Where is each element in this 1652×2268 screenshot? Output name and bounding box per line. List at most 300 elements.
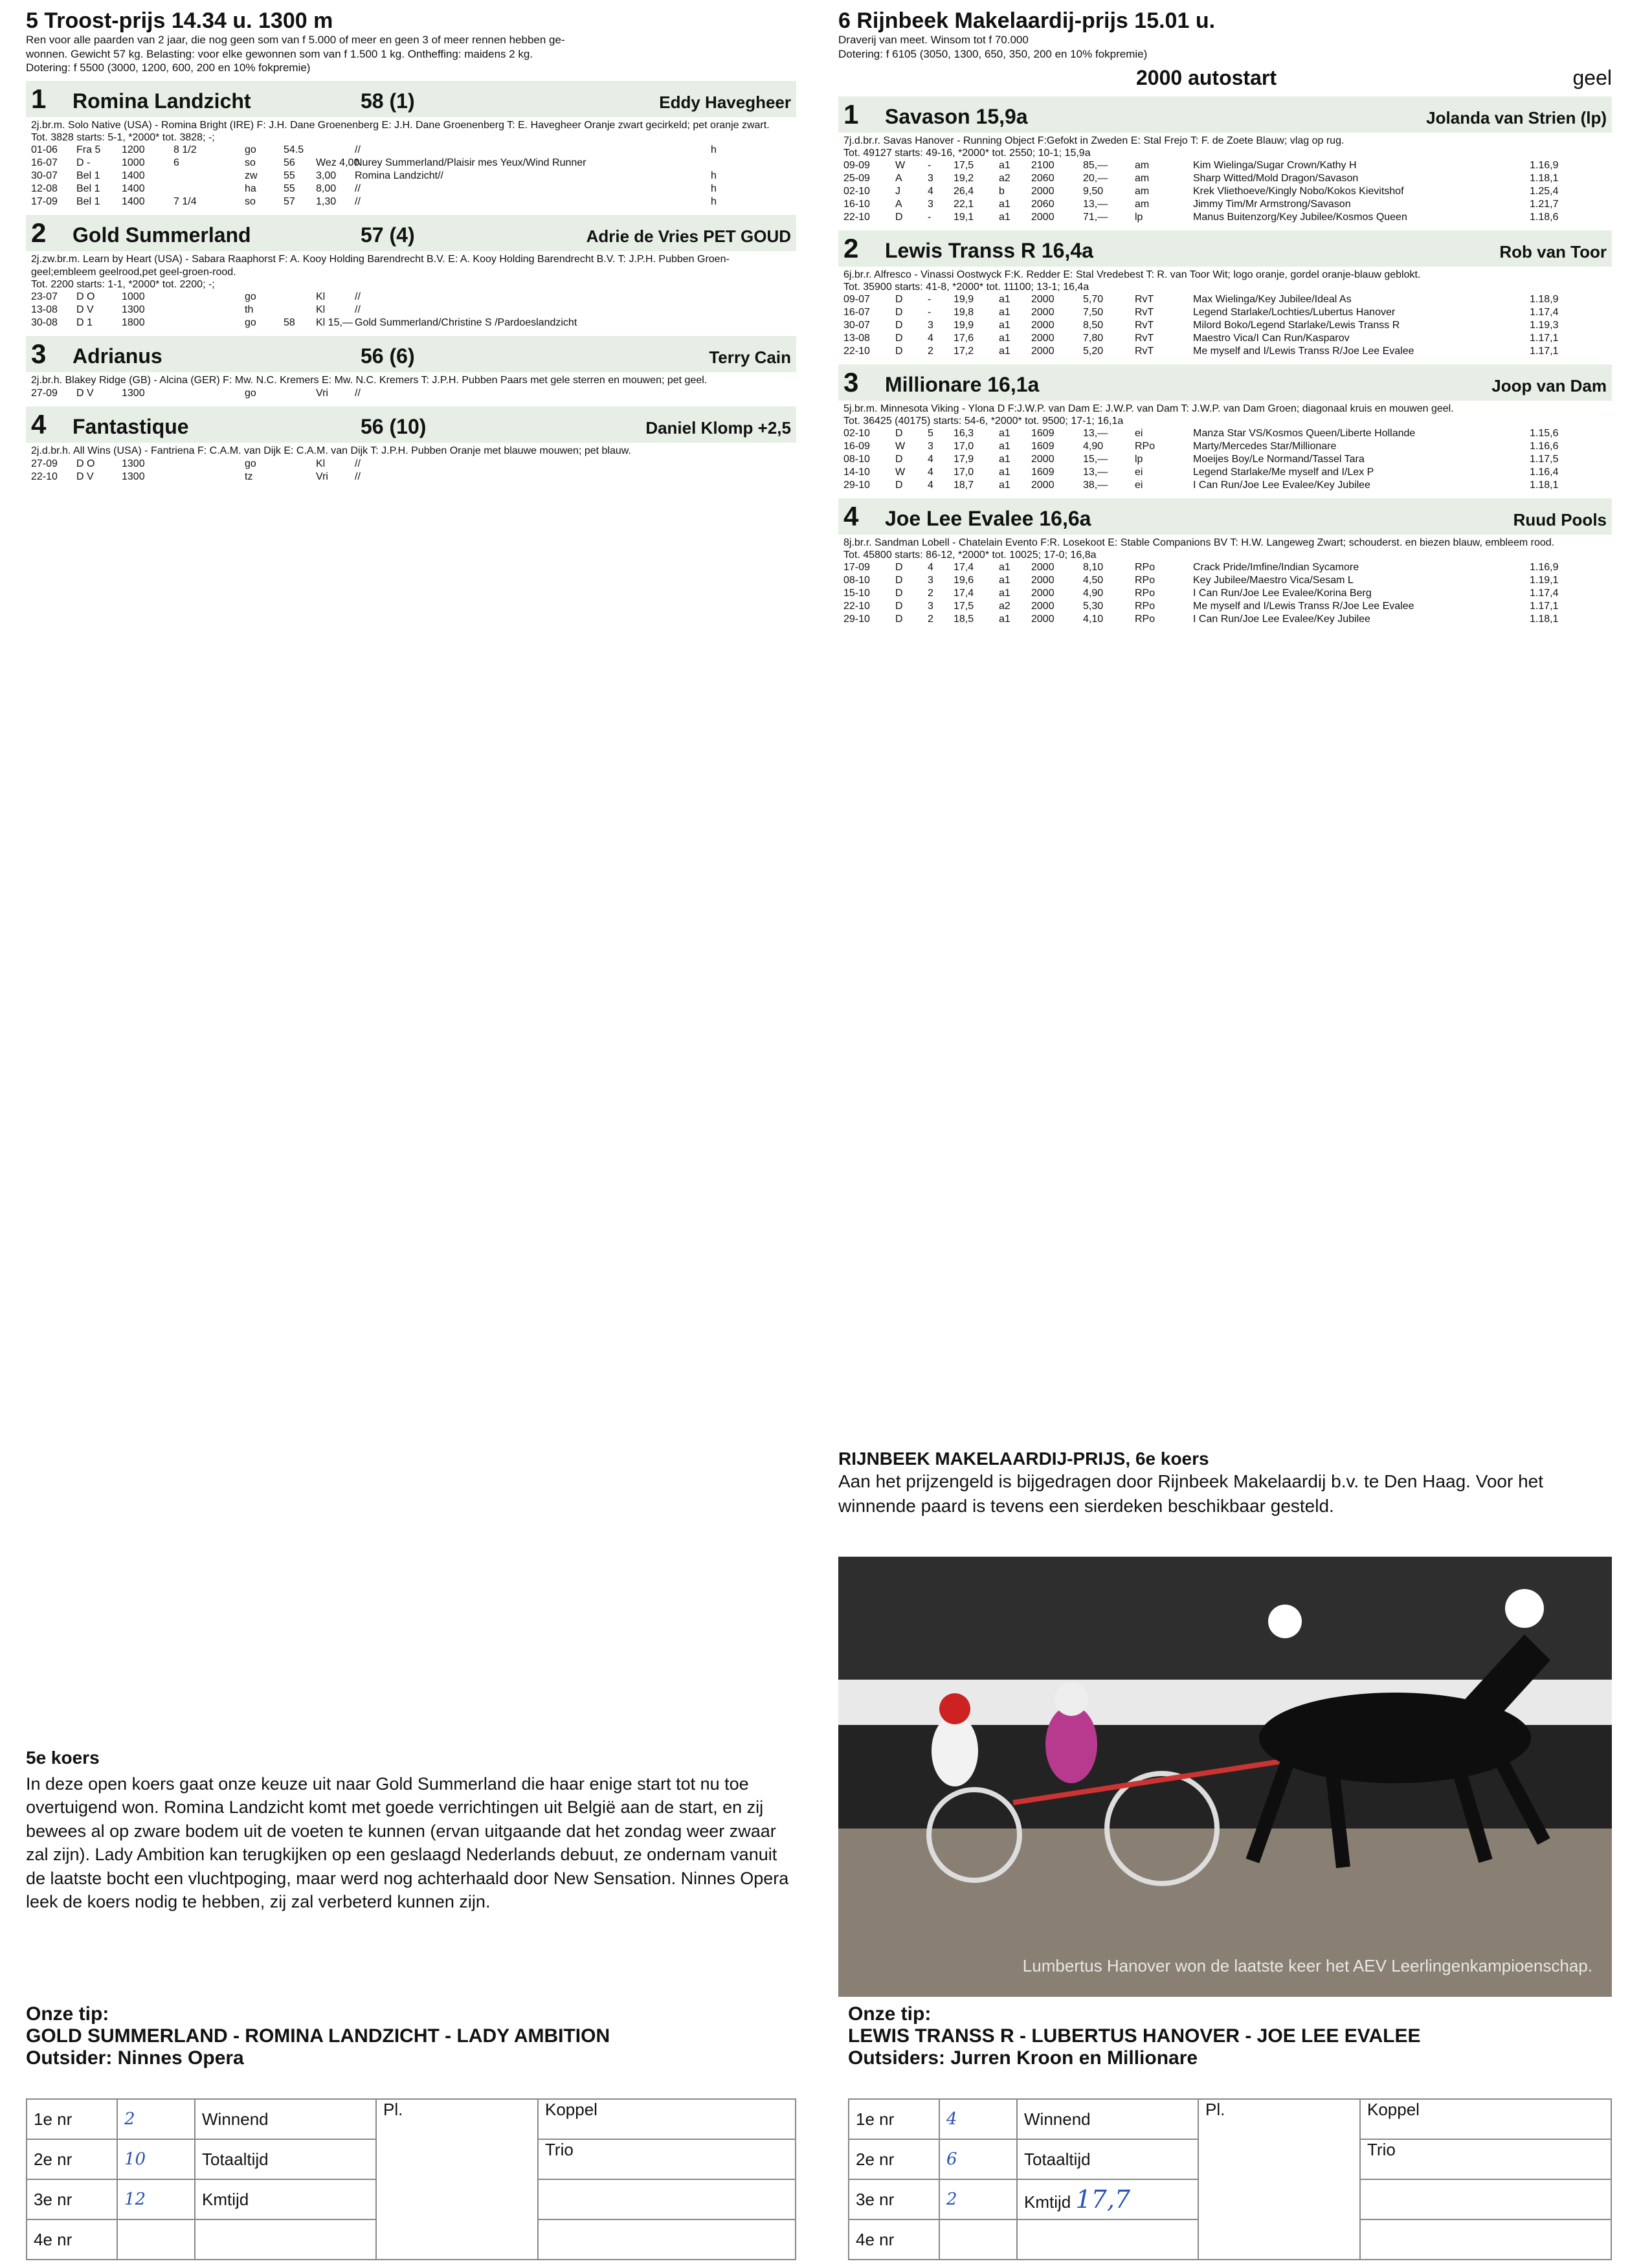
form-cell: Kl xyxy=(316,304,326,316)
form-cell: RvT xyxy=(1135,345,1154,357)
horse-entry xyxy=(26,336,796,400)
form-cell: 1300 xyxy=(122,471,145,483)
form-cell: D - xyxy=(76,157,91,169)
form-cell xyxy=(173,183,245,195)
form-cell: 3,00 xyxy=(316,170,337,182)
horse-pedigree: 2j.br.h. Blakey Ridge (GB) - Alcina (GER) F: Mw. N.C. Kremers E: Mw. N.C. Kremers T: J.P.H. Pubben Paars met gele sterren en mouwen; pet geel. xyxy=(31,375,708,386)
form-empty-cell[interactable] xyxy=(1360,2179,1611,2219)
form-cell: 16-07 xyxy=(31,157,58,169)
form-cell: Legend Starlake/Me myself and I/Lex P xyxy=(1193,466,1374,478)
form-cell: // xyxy=(355,388,361,399)
form-cell: D xyxy=(895,306,903,318)
form-cell: a1 xyxy=(999,427,1010,439)
horse-name: Joe Lee Evalee 16,6a xyxy=(885,506,1091,530)
form-cell: Fra 5 xyxy=(76,144,101,156)
horse-pedigree: 2j.zw.br.m. Learn by Heart (USA) - Sabara Raaphorst F: A. Kooy Holding Barendrecht B.V. E: A. Kooy Holding Barendrecht B.V. T: J.P.H. Pubben Groen-geel;embleem geelrood,pet geel-groen-rood. xyxy=(31,254,730,278)
form-cell: ha xyxy=(245,183,256,195)
form-line xyxy=(838,211,1612,224)
form-cell: 5,70 xyxy=(1083,293,1104,305)
form-cell xyxy=(284,304,316,317)
form-cell: D xyxy=(895,345,903,357)
form-cell: 4 xyxy=(928,466,933,478)
form-cell: 17,6 xyxy=(954,332,974,344)
form-cell: 1300 xyxy=(122,388,145,399)
form-cell: Kl 15,— xyxy=(316,317,353,329)
form-cell: 71,— xyxy=(1083,211,1108,223)
form-cell: a1 xyxy=(999,587,1010,599)
form-cell: a1 xyxy=(999,440,1010,452)
horse-header xyxy=(838,364,1612,401)
form-line xyxy=(26,291,796,304)
form-cell: 1400 xyxy=(122,170,145,182)
form-cell: a2 xyxy=(999,172,1010,184)
tip-line: GOLD SUMMERLAND - ROMINA LANDZICHT - LADY AMBITION xyxy=(26,2025,610,2047)
race-conditions-2: wonnen. Gewicht 57 kg. Belasting: voor elke gewonnen som van f 1.500 1 kg. Ontheffing: maidens 2 kg. xyxy=(26,47,533,60)
form-line xyxy=(838,561,1612,574)
form-cell xyxy=(711,471,791,484)
form-cell: 1000 xyxy=(122,291,145,303)
form-hand-entry[interactable]: 2 xyxy=(117,2099,195,2139)
horse-name: Lewis Transs R 16,4a xyxy=(885,238,1093,262)
form-cell: D xyxy=(895,319,903,331)
prize-title: RIJNBEEK MAKELAARDIJ-PRIJS, 6e koers xyxy=(838,1449,1209,1469)
form-cell: 16,3 xyxy=(954,427,974,439)
form-cell: 1,30 xyxy=(316,196,337,208)
form-cell: 1609 xyxy=(1031,466,1055,478)
form-cell: a1 xyxy=(999,574,1010,586)
form-cell: 5,30 xyxy=(1083,600,1104,612)
horse-starts: Tot. 2200 starts: 1-1, *2000* tot. 2200; -; xyxy=(31,279,215,291)
form-cell: RvT xyxy=(1135,319,1154,331)
form-cell: 2 xyxy=(928,345,933,357)
form-field-label: Totaaltijd xyxy=(1017,2139,1198,2179)
form-line xyxy=(838,440,1612,453)
form-cell: 5 xyxy=(928,427,933,439)
form-cell: a1 xyxy=(999,561,1010,573)
form-cell: 17,5 xyxy=(954,159,974,171)
form-cell: 19,9 xyxy=(954,319,974,331)
form-cell: D O xyxy=(76,458,95,470)
horse-starts: Tot. 35900 starts: 41-8, *2000* tot. 11100; 13-1; 16,4a xyxy=(843,281,1089,293)
form-cell: 7 1/4 xyxy=(173,196,197,208)
horse-weight: 56 (6) xyxy=(361,344,415,368)
form-cell: 2000 xyxy=(1031,319,1055,331)
form-cell: 2000 xyxy=(1031,211,1055,223)
form-hand-entry[interactable] xyxy=(117,2219,195,2260)
form-cell: 2000 xyxy=(1031,185,1055,197)
bet-form-right xyxy=(848,2098,1612,2260)
form-hand-entry[interactable]: 10 xyxy=(117,2139,195,2179)
horse-name: Fantastique xyxy=(73,415,189,439)
horse-number: 2 xyxy=(843,232,859,263)
form-cell: 1609 xyxy=(1031,427,1055,439)
form-cell: Manus Buitenzorg/Key Jubilee/Kosmos Queen xyxy=(1193,211,1407,223)
race-title: 5 Troost-prijs 14.34 u. 1300 m xyxy=(26,8,333,33)
form-line xyxy=(26,157,796,170)
form-cell: D xyxy=(895,211,903,223)
form-cell: 1.17,4 xyxy=(1530,587,1559,599)
form-cell: 4,90 xyxy=(1083,587,1104,599)
horse-header xyxy=(26,215,796,251)
form-cell: A xyxy=(895,198,902,210)
horse-entry xyxy=(26,406,796,484)
form-cell: 1.16,9 xyxy=(1530,159,1559,171)
form-cell: Nurey Summerland/Plaisir mes Yeux/Wind Runner xyxy=(355,157,586,169)
form-cell: 4,10 xyxy=(1083,613,1104,625)
form-cell: D O xyxy=(76,291,95,303)
form-cell: - xyxy=(928,293,932,305)
horse-pedigree: 8j.br.r. Sandman Lobell - Chatelain Evento F:R. Losekoot E: Stable Companions BV T: H.W. Langeweg Zwart; schouderst. en biezen blauw, embleem rood. xyxy=(843,537,1555,548)
horse-pedigree: 2j.br.m. Solo Native (USA) - Romina Bright (IRE) F: J.H. Dane Groenenberg E: J.H. Dane Groenenberg T: E. Havegheer Oranje zwart gecirkeld; pet oranje zwart. xyxy=(31,120,770,131)
form-cell: zw xyxy=(245,170,258,182)
form-cell: 1000 xyxy=(122,157,145,169)
form-cell: Bel 1 xyxy=(76,170,100,182)
form-cell: 55 xyxy=(284,183,295,195)
form-cell: // xyxy=(355,471,361,483)
tip-outsider: Outsiders: Jurren Kroon en Millionare xyxy=(848,2047,1198,2069)
form-cell: 30-08 xyxy=(31,317,58,329)
form-cell: am xyxy=(1135,185,1150,197)
form-cell: 09-09 xyxy=(843,159,870,171)
form-cell: 30-07 xyxy=(31,170,58,182)
form-cell: a1 xyxy=(999,466,1010,478)
form-cell xyxy=(711,387,791,400)
race-conditions-3: Dotering: f 5500 (3000, 1200, 600, 200 en 10% fokpremie) xyxy=(26,61,311,74)
form-cell: Key Jubilee/Maestro Vica/Sesam L xyxy=(1193,574,1354,586)
horse-number: 3 xyxy=(843,366,859,397)
form-cell: go xyxy=(245,388,256,399)
horse-entry xyxy=(838,498,1612,626)
horse-name: Gold Summerland xyxy=(73,223,251,247)
horse-starts: Tot. 49127 starts: 49-16, *2000* tot. 2550; 10-1; 15,9a xyxy=(843,147,1091,159)
form-cell: h xyxy=(711,144,717,156)
form-cell: D xyxy=(895,574,903,586)
form-cell: 4 xyxy=(928,332,933,344)
form-cell: W xyxy=(895,440,906,452)
form-cell: Manza Star VS/Kosmos Queen/Liberte Hollande xyxy=(1193,427,1416,439)
form-cell: th xyxy=(245,304,254,316)
form-field-label: Totaaltijd xyxy=(195,2139,376,2179)
form-cell: Bel 1 xyxy=(76,196,100,208)
photo-caption: Lumbertus Hanover won de laatste keer het AEV Leerlingenkampioenschap. xyxy=(1022,1956,1592,1976)
kmtijd-label: Kmtijd xyxy=(1024,2192,1071,2212)
form-cell: J xyxy=(895,185,900,197)
commentary xyxy=(26,1748,796,1914)
form-cell: Vri xyxy=(316,471,328,483)
form-cell: Sharp Witted/Mold Dragon/Savason xyxy=(1193,172,1359,184)
form-cell: RPo xyxy=(1135,440,1155,452)
race-photo-image xyxy=(838,1557,1612,1997)
form-cell: so xyxy=(245,196,256,208)
form-cell: 13,— xyxy=(1083,198,1108,210)
form-cell: 16-09 xyxy=(843,440,870,452)
form-cell: 1300 xyxy=(122,458,145,470)
form-hand-entry[interactable]: 2 xyxy=(939,2179,1017,2219)
form-cell: Me myself and I/Lewis Transs R/Joe Lee Evalee xyxy=(1193,600,1414,612)
form-cell: D xyxy=(895,332,903,344)
form-line xyxy=(838,332,1612,345)
form-cell: 22-10 xyxy=(31,471,58,483)
horse-weight: 58 (1) xyxy=(361,89,415,113)
form-cell: 13,— xyxy=(1083,466,1108,478)
form-hand-entry[interactable] xyxy=(939,2219,1017,2260)
form-cell: 30-07 xyxy=(843,319,870,331)
form-cell: 4 xyxy=(928,185,933,197)
form-cell: 1.19,3 xyxy=(1530,319,1559,331)
form-cell: D xyxy=(895,561,903,573)
form-cell: so xyxy=(245,157,256,169)
form-cell: 1400 xyxy=(122,196,145,208)
form-cell: a1 xyxy=(999,345,1010,357)
form-cell: 57 xyxy=(284,196,295,208)
horse-starts: Tot. 3828 starts: 5-1, *2000* tot. 3828; -; xyxy=(31,132,215,144)
form-empty-cell[interactable] xyxy=(538,2219,796,2260)
form-cell: // xyxy=(355,196,361,208)
form-cell: - xyxy=(928,211,932,223)
form-cell: 4 xyxy=(928,561,933,573)
form-cell: 23-07 xyxy=(31,291,58,303)
commentary-title: 5e koers xyxy=(26,1748,100,1768)
race-5-column xyxy=(26,9,796,484)
form-row-label: 4e nr xyxy=(27,2219,117,2260)
form-cell: 17-09 xyxy=(843,561,870,573)
form-cell: a1 xyxy=(999,293,1010,305)
form-cell: 2000 xyxy=(1031,613,1055,625)
form-cell: 1.18,1 xyxy=(1530,479,1559,491)
form-empty-cell[interactable] xyxy=(538,2179,796,2219)
form-line xyxy=(838,293,1612,306)
form-empty-cell[interactable] xyxy=(195,2219,376,2260)
race-photo xyxy=(838,1557,1612,1997)
prize-note xyxy=(838,1449,1612,1518)
form-cell: 15-10 xyxy=(843,587,870,599)
form-cell: 22-10 xyxy=(843,211,870,223)
form-cell: 16-10 xyxy=(843,198,870,210)
form-hand-entry[interactable]: 6 xyxy=(939,2139,1017,2179)
horse-number: 4 xyxy=(31,409,47,440)
form-cell: a1 xyxy=(999,319,1010,331)
form-line xyxy=(26,195,796,208)
prize-text: Aan het prijzengeld is bijgedragen door Rijnbeek Makelaardij b.v. te Den Haag. Voor het winnende paard is tevens een sierdeken beschikbaar gesteld. xyxy=(838,1471,1544,1516)
horse-pedigree: 2j.d.br.h. All Wins (USA) - Fantriena F: C.A.M. van Dijk E: C.A.M. van Dijk T: J.P.H. Pubben Oranje met blauwe mouwen; pet blauw. xyxy=(31,445,631,457)
form-cell: 2000 xyxy=(1031,479,1055,491)
horse-number: 4 xyxy=(843,500,859,531)
form-cell xyxy=(173,170,245,183)
form-cell: 56 xyxy=(284,157,295,169)
form-cell: 2000 xyxy=(1031,574,1055,586)
form-cell: 1.21,7 xyxy=(1530,198,1559,210)
form-hand-entry[interactable]: 12 xyxy=(117,2179,195,2219)
form-cell: 1.18,9 xyxy=(1530,293,1559,305)
form-line xyxy=(838,159,1612,172)
horse-number: 1 xyxy=(31,83,47,115)
form-cell: a1 xyxy=(999,479,1010,491)
form-cell: 22,1 xyxy=(954,198,974,210)
form-cell: D xyxy=(895,293,903,305)
form-hand-entry[interactable]: 4 xyxy=(939,2099,1017,2139)
form-cell: 3 xyxy=(928,172,933,184)
form-cell: lp xyxy=(1135,211,1143,223)
form-line xyxy=(26,317,796,329)
form-cell: 2000 xyxy=(1031,587,1055,599)
form-cell: A xyxy=(895,172,902,184)
form-cell: 1.17,4 xyxy=(1530,306,1559,318)
form-cell: go xyxy=(245,291,256,303)
form-cell: 20,— xyxy=(1083,172,1108,184)
form-cell xyxy=(711,157,791,170)
form-cell: 9,50 xyxy=(1083,185,1104,197)
form-cell: 2000 xyxy=(1031,293,1055,305)
tip-right xyxy=(848,2003,1612,2069)
form-cell: 4 xyxy=(928,453,933,465)
form-cell: D xyxy=(895,479,903,491)
form-cell: am xyxy=(1135,198,1150,210)
form-cell: Wez 4,00 xyxy=(316,157,360,169)
form-cell: - xyxy=(928,159,932,171)
race-6-column xyxy=(838,9,1612,626)
kmtijd-hand[interactable]: 17,7 xyxy=(1075,2185,1131,2214)
form-line xyxy=(26,170,796,183)
form-row-label: 3e nr xyxy=(27,2179,117,2219)
form-cell: am xyxy=(1135,159,1150,171)
form-cell: D V xyxy=(76,471,94,483)
form-cell xyxy=(711,291,791,304)
form-cell: 2 xyxy=(928,613,933,625)
form-cell xyxy=(284,458,316,471)
form-cell: Bel 1 xyxy=(76,183,100,195)
tip-label: Onze tip: xyxy=(26,2003,109,2025)
form-cell: RPo xyxy=(1135,613,1155,625)
bet-form-left xyxy=(26,2098,796,2260)
horse-number: 2 xyxy=(31,217,47,249)
form-cell xyxy=(711,304,791,317)
form-cell: 12-08 xyxy=(31,183,58,195)
form-cell: 2060 xyxy=(1031,198,1055,210)
form-cell: RvT xyxy=(1135,332,1154,344)
form-line xyxy=(838,198,1612,211)
form-row-label: 2e nr xyxy=(27,2139,117,2179)
horse-pedigree: 6j.br.r. Alfresco - Vinassi Oostwyck F:K. Redder E: Stal Vredebest T: R. van Toor Wit; logo oranje, gordel oranje-blauw geblokt. xyxy=(843,269,1421,280)
form-cell: 1.19,1 xyxy=(1530,574,1559,586)
form-line xyxy=(26,471,796,484)
form-cell: 1.16,4 xyxy=(1530,466,1559,478)
form-cell: Jimmy Tim/Mr Armstrong/Savason xyxy=(1193,198,1351,210)
form-cell: 16-07 xyxy=(843,306,870,318)
form-cell: 1.18,6 xyxy=(1530,211,1559,223)
form-cell xyxy=(173,458,245,471)
form-cell: 27-09 xyxy=(31,388,58,399)
tip-outsider: Outsider: Ninnes Opera xyxy=(26,2047,244,2069)
form-cell: 18,5 xyxy=(954,613,974,625)
form-cell: 13-08 xyxy=(843,332,870,344)
horse-jockey: Terry Cain xyxy=(709,348,791,368)
form-cell: a2 xyxy=(999,600,1010,612)
form-cell: 19,1 xyxy=(954,211,974,223)
form-empty-cell[interactable] xyxy=(1017,2219,1198,2260)
form-cell: 1.17,1 xyxy=(1530,345,1559,357)
form-row-label: 1e nr xyxy=(27,2099,117,2139)
form-cell: 7,80 xyxy=(1083,332,1104,344)
form-cell: h xyxy=(711,183,717,195)
form-cell: a1 xyxy=(999,211,1010,223)
form-cell: a1 xyxy=(999,332,1010,344)
form-line xyxy=(838,185,1612,198)
form-cell: 7,50 xyxy=(1083,306,1104,318)
form-cell: 1200 xyxy=(122,144,145,156)
form-cell: 15,— xyxy=(1083,453,1108,465)
form-cell xyxy=(284,291,316,304)
form-field-label: Winnend xyxy=(1017,2099,1198,2139)
form-cell xyxy=(173,317,245,329)
form-koppel: Koppel xyxy=(538,2099,796,2139)
form-cell: RPo xyxy=(1135,561,1155,573)
form-cell: ei xyxy=(1135,466,1143,478)
form-cell: 1400 xyxy=(122,183,145,195)
form-cell: 2000 xyxy=(1031,345,1055,357)
form-cell: 3 xyxy=(928,440,933,452)
form-cell: 13-08 xyxy=(31,304,58,316)
horse-header xyxy=(838,96,1612,133)
form-cell: 6 xyxy=(173,157,179,169)
form-cell: a1 xyxy=(999,198,1010,210)
form-cell: 17,0 xyxy=(954,440,974,452)
form-cell: 17,4 xyxy=(954,561,974,573)
form-cell: 2000 xyxy=(1031,453,1055,465)
form-cell xyxy=(284,471,316,484)
form-cell: Kl xyxy=(316,291,326,303)
form-row-label: 2e nr xyxy=(849,2139,939,2179)
form-empty-cell[interactable] xyxy=(1360,2219,1611,2260)
form-cell: go xyxy=(245,144,256,156)
form-cell: 38,— xyxy=(1083,479,1108,491)
race-conditions-1: Ren voor alle paarden van 2 jaar, die nog geen som van f 5.000 of meer en geen 3 of meer rennen hebben ge- xyxy=(26,34,565,47)
form-cell xyxy=(711,317,791,329)
form-cell: D 1 xyxy=(76,317,93,329)
form-cell: 8,50 xyxy=(1083,319,1104,331)
horse-weight: 56 (10) xyxy=(361,415,427,439)
horse-name: Savason 15,9a xyxy=(885,104,1028,128)
form-cell: 1.16,6 xyxy=(1530,440,1559,452)
form-koppel: Koppel xyxy=(1360,2099,1611,2139)
form-cell: b xyxy=(999,185,1005,197)
form-row-label: 1e nr xyxy=(849,2099,939,2139)
form-cell: 19,9 xyxy=(954,293,974,305)
form-cell: RPo xyxy=(1135,587,1155,599)
form-line xyxy=(838,427,1612,440)
form-cell: am xyxy=(1135,172,1150,184)
horse-pedigree: 5j.br.m. Minnesota Viking - Ylona D F:J.W.P. van Dam E: J.W.P. van Dam T: J.W.P. van Dam Groen; diagonaal kruis en mouwen geel. xyxy=(843,403,1454,414)
form-cell: 2100 xyxy=(1031,159,1055,171)
form-cell: Krek Vliethoeve/Kingly Nobo/Kokos Kievitshof xyxy=(1193,185,1404,197)
form-cell: 01-06 xyxy=(31,144,58,156)
form-cell: h xyxy=(711,196,717,208)
form-cell: 1.15,6 xyxy=(1530,427,1559,439)
form-cell: 8 1/2 xyxy=(173,144,197,156)
form-cell: I Can Run/Joe Lee Evalee/Key Jubilee xyxy=(1193,613,1370,625)
form-cell: 58 xyxy=(284,317,295,329)
form-line xyxy=(26,183,796,195)
form-cell: 17,2 xyxy=(954,345,974,357)
form-line xyxy=(26,304,796,317)
tip-label: Onze tip: xyxy=(848,2003,932,2025)
commentary-text: In deze open koers gaat onze keuze uit naar Gold Summerland die haar enige start tot nu toe overtuigend won. Romina Landzicht komt met goede verrichtingen uit België aan de start, en zij bewees al op zware bodem uit de voeten te kunnen (ervan uitgaande dat het zondag weer zwaar zal zijn). Lady Ambition kan terugkijken op een geslaagd Nederlands debuut, ze ondernam vanuit de laatste bocht een vluchtpoging, maar werd nog achterhaald door New Sensation. Ninnes Opera leek de koers nodig te hebben, zij zal verbeterd kunnen zijn. xyxy=(26,1774,789,1912)
form-line xyxy=(838,587,1612,600)
form-cell: 2000 xyxy=(1031,306,1055,318)
form-cell: 17-09 xyxy=(31,196,58,208)
race-conditions-2: Dotering: f 6105 (3050, 1300, 650, 350, 200 en 10% fokpremie) xyxy=(838,47,1148,60)
horse-entry xyxy=(26,81,796,208)
form-cell: 3 xyxy=(928,198,933,210)
